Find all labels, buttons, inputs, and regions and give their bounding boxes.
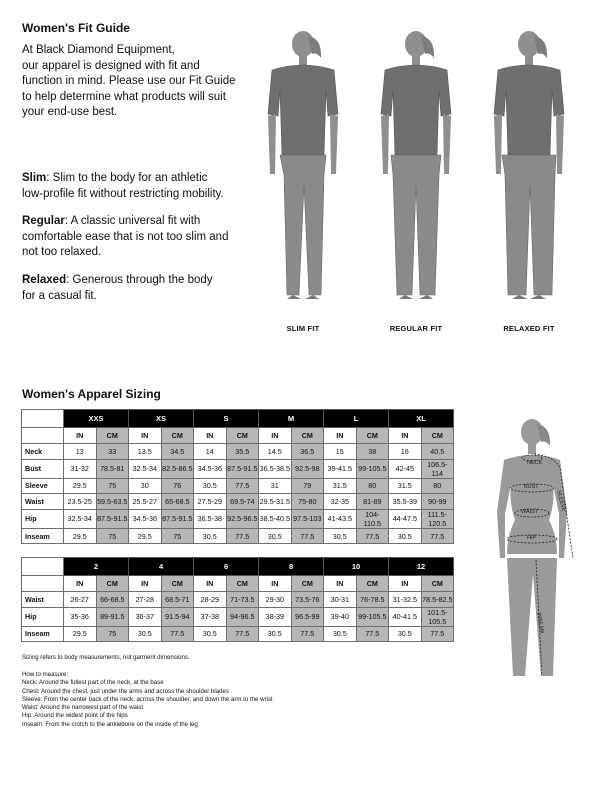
cell-cm: 90-99 <box>421 494 454 510</box>
unit-in-header: IN <box>64 576 97 592</box>
units-corner <box>22 428 64 444</box>
unit-in-header: IN <box>259 428 292 444</box>
size-header: 4 <box>129 558 194 576</box>
cell-in: 30.5 <box>259 528 292 544</box>
cell-in: 26-27 <box>64 592 97 608</box>
table-row <box>22 509 454 528</box>
cell-in: 30.5 <box>129 626 162 642</box>
cell-cm: 87.5-91.5 <box>161 509 194 528</box>
cell-cm: 77.5 <box>291 626 324 642</box>
cell-cm: 77.5 <box>226 478 259 494</box>
row-label: Bust <box>22 459 64 478</box>
cell-cm: 91.5-94 <box>161 607 194 626</box>
cell-cm: 33 <box>96 444 129 460</box>
cell-cm: 78.5-82.5 <box>421 592 454 608</box>
cell-in: 41-43.5 <box>324 509 357 528</box>
cell-cm: 111.5-120.5 <box>421 509 454 528</box>
cell-cm: 40.5 <box>421 444 454 460</box>
fit-relaxed-description: Relaxed: Generous through the body for a casual fit. <box>22 274 213 302</box>
row-label: Hip <box>22 509 64 528</box>
size-header: 6 <box>194 558 259 576</box>
measure-line: Neck: Around the fullest part of the neck, at the base <box>22 679 164 687</box>
sizing-note: Sizing refers to body measurements, not garment dimensions. <box>22 654 190 661</box>
cell-in: 23.5-25 <box>64 494 97 510</box>
cell-in: 29.5 <box>129 528 162 544</box>
measurement-figure <box>482 408 592 688</box>
table-row <box>22 478 454 494</box>
cell-in: 35-36 <box>64 607 97 626</box>
cell-in: 34.5-36 <box>194 459 227 478</box>
size-header: 2 <box>64 558 129 576</box>
fit-name: Relaxed <box>22 274 67 286</box>
unit-cm-header: CM <box>291 428 324 444</box>
cell-in: 14.5 <box>259 444 292 460</box>
cell-cm: 77.5 <box>291 528 324 544</box>
cell-cm: 94-96.5 <box>226 607 259 626</box>
cell-cm: 80 <box>421 478 454 494</box>
measure-line: Chest: Around the chest, just under the arms and across the shoulder blades <box>22 687 229 695</box>
cell-cm: 96.5-99 <box>291 607 324 626</box>
table-row <box>22 494 454 510</box>
cell-in: 36.5-38.5 <box>259 459 292 478</box>
cell-cm: 82.5-86.5 <box>161 459 194 478</box>
size-header: XS <box>129 410 194 428</box>
cell-in: 27.5-29 <box>194 494 227 510</box>
measure-line: Waist: Around the narrowest part of the waist <box>22 704 144 712</box>
unit-in-header: IN <box>259 576 292 592</box>
cell-cm: 75-80 <box>291 494 324 510</box>
bust-measure-label: BUST <box>524 484 539 490</box>
row-label: Hip <box>22 607 64 626</box>
relaxed-fit-figure <box>494 31 564 299</box>
cell-cm: 38 <box>356 444 389 460</box>
size-header: S <box>194 410 259 428</box>
cell-cm: 87.5-91.5 <box>96 509 129 528</box>
size-header: 12 <box>389 558 454 576</box>
fit-regular-description: Regular: A classic universal fit with comfortable ease that is not too slim and not too relaxed. <box>22 215 229 258</box>
fit-guide-intro <box>22 43 257 121</box>
waist-measure-label: WAIST <box>521 509 539 515</box>
row-label: Inseam <box>22 626 64 642</box>
cell-cm: 77.5 <box>421 528 454 544</box>
table-corner <box>22 558 64 576</box>
intro-line: our apparel is designed with fit and <box>22 59 200 72</box>
size-header: XL <box>389 410 454 428</box>
unit-in-header: IN <box>64 428 97 444</box>
units-corner <box>22 576 64 592</box>
unit-in-header: IN <box>389 428 422 444</box>
unit-in-header: IN <box>194 428 227 444</box>
cell-in: 30.5 <box>194 478 227 494</box>
row-label: Neck <box>22 444 64 460</box>
cell-in: 32.5-34 <box>64 509 97 528</box>
cell-in: 29-30 <box>259 592 292 608</box>
unit-in-header: IN <box>324 576 357 592</box>
cell-cm: 66-68.5 <box>96 592 129 608</box>
cell-in: 27-28 <box>129 592 162 608</box>
table-row <box>22 626 454 642</box>
table-row <box>22 528 454 544</box>
table-row <box>22 607 454 626</box>
cell-cm: 71-73.5 <box>226 592 259 608</box>
unit-in-header: IN <box>129 428 162 444</box>
cell-cm: 65-68.5 <box>161 494 194 510</box>
intro-line: function in mind. Please use our Fit Guide <box>22 75 236 87</box>
intro-line: your end-use best. <box>22 106 118 118</box>
cell-in: 30.5 <box>389 528 422 544</box>
intro-line: At Black Diamond Equipment, <box>22 44 175 56</box>
fit-guide-title: Women's Fit Guide <box>22 21 130 35</box>
cell-in: 34.5-36 <box>129 509 162 528</box>
cell-in: 31.5 <box>324 478 357 494</box>
fit-name: Regular <box>22 215 65 227</box>
cell-cm: 35.5 <box>226 444 259 460</box>
cell-in: 14 <box>194 444 227 460</box>
cell-cm: 77.5 <box>226 528 259 544</box>
how-to-measure <box>22 671 273 729</box>
intro-line: to help determine what products will suit <box>22 90 226 103</box>
cell-cm: 75 <box>96 528 129 544</box>
fit-name: Slim <box>22 172 47 184</box>
cell-in: 37-38 <box>194 607 227 626</box>
measure-line: Sleeve: From the center back of the neck, across the shoulder, and down the arm to the wrist <box>22 695 273 703</box>
cell-in: 30-31 <box>324 592 357 608</box>
unit-in-header: IN <box>194 576 227 592</box>
unit-cm-header: CM <box>161 576 194 592</box>
size-header: M <box>259 410 324 428</box>
cell-in: 30.5 <box>194 528 227 544</box>
cell-in: 40-41.5 <box>389 607 422 626</box>
row-label: Waist <box>22 494 64 510</box>
cell-in: 30.5 <box>324 626 357 642</box>
neck-measure-label: NECK <box>527 460 543 466</box>
cell-cm: 79 <box>291 478 324 494</box>
cell-in: 44-47.5 <box>389 509 422 528</box>
cell-in: 39-40 <box>324 607 357 626</box>
cell-cm: 75 <box>96 626 129 642</box>
cell-cm: 92.5-98 <box>291 459 324 478</box>
measure-line: Hip: Around the widest point of the hips <box>22 712 128 720</box>
row-label: Waist <box>22 592 64 608</box>
cell-in: 29.5 <box>64 528 97 544</box>
cell-cm: 77.5 <box>421 626 454 642</box>
cell-cm: 89-91.5 <box>96 607 129 626</box>
cell-cm: 99-105.5 <box>356 459 389 478</box>
unit-in-header: IN <box>389 576 422 592</box>
row-label: Inseam <box>22 528 64 544</box>
cell-in: 38-39 <box>259 607 292 626</box>
cell-cm: 77.5 <box>226 626 259 642</box>
cell-in: 38.5-40.5 <box>259 509 292 528</box>
cell-cm: 73.5-76 <box>291 592 324 608</box>
cell-cm: 78.5-81 <box>96 459 129 478</box>
cell-in: 36-37 <box>129 607 162 626</box>
unit-in-header: IN <box>129 576 162 592</box>
unit-cm-header: CM <box>96 428 129 444</box>
cell-cm: 75 <box>96 478 129 494</box>
cell-cm: 36.5 <box>291 444 324 460</box>
cell-cm: 69.5-74 <box>226 494 259 510</box>
size-header: 10 <box>324 558 389 576</box>
size-header: XXS <box>64 410 129 428</box>
cell-cm: 81-89 <box>356 494 389 510</box>
fit-slim-description: Slim: Slim to the body for an athletic low-profile fit without restricting mobility. <box>22 172 224 200</box>
cell-cm: 99-105.5 <box>356 607 389 626</box>
sizing-table-numeric <box>21 557 454 642</box>
cell-cm: 87.5-91.5 <box>226 459 259 478</box>
row-label: Sleeve <box>22 478 64 494</box>
cell-cm: 75 <box>161 528 194 544</box>
unit-in-header: IN <box>324 428 357 444</box>
cell-in: 30.5 <box>324 528 357 544</box>
size-header: L <box>324 410 389 428</box>
cell-in: 13.5 <box>129 444 162 460</box>
cell-cm: 77.5 <box>356 528 389 544</box>
cell-in: 35.5-39 <box>389 494 422 510</box>
cell-cm: 92.5-96.5 <box>226 509 259 528</box>
cell-in: 30.5 <box>194 626 227 642</box>
slim-fit-figure <box>268 31 338 299</box>
unit-cm-header: CM <box>421 428 454 444</box>
unit-cm-header: CM <box>291 576 324 592</box>
cell-in: 13 <box>64 444 97 460</box>
cell-cm: 80 <box>356 478 389 494</box>
cell-in: 31-32.5 <box>389 592 422 608</box>
regular-fit-figure <box>381 31 451 299</box>
apparel-sizing-title: Women's Apparel Sizing <box>22 387 161 401</box>
cell-cm: 77.5 <box>161 626 194 642</box>
cell-in: 32-35 <box>324 494 357 510</box>
table-corner <box>22 410 64 428</box>
cell-cm: 104-110.5 <box>356 509 389 528</box>
unit-cm-header: CM <box>421 576 454 592</box>
cell-in: 28-29 <box>194 592 227 608</box>
cell-cm: 59.5-63.5 <box>96 494 129 510</box>
cell-cm: 97.5-103 <box>291 509 324 528</box>
cell-in: 29.5 <box>64 478 97 494</box>
cell-in: 39-41.5 <box>324 459 357 478</box>
measure-line: How to measure: <box>22 671 69 678</box>
cell-in: 30.5 <box>259 626 292 642</box>
cell-in: 29.5 <box>64 626 97 642</box>
unit-cm-header: CM <box>226 576 259 592</box>
cell-in: 30.5 <box>389 626 422 642</box>
inseam-measure-label: INSEAM <box>535 612 545 634</box>
cell-in: 32.5-34 <box>129 459 162 478</box>
relaxed-fit-label: RELAXED FIT <box>503 324 555 333</box>
cell-cm: 76-78.5 <box>356 592 389 608</box>
cell-cm: 68.5-71 <box>161 592 194 608</box>
cell-in: 42-45 <box>389 459 422 478</box>
table-row <box>22 459 454 478</box>
unit-cm-header: CM <box>96 576 129 592</box>
cell-cm: 76 <box>161 478 194 494</box>
table-row <box>22 444 454 460</box>
cell-in: 31-32 <box>64 459 97 478</box>
cell-cm: 101.5-105.5 <box>421 607 454 626</box>
cell-in: 29.5-31.5 <box>259 494 292 510</box>
fit-figures-illustration <box>258 20 598 350</box>
measure-line: Inseam: From the crotch to the anklebone on the inside of the leg <box>22 720 198 728</box>
cell-in: 30 <box>129 478 162 494</box>
cell-cm: 77.5 <box>356 626 389 642</box>
cell-cm: 106.5-114 <box>421 459 454 478</box>
cell-in: 31.5 <box>389 478 422 494</box>
table-row <box>22 592 454 608</box>
regular-fit-label: REGULAR FIT <box>389 324 443 333</box>
unit-cm-header: CM <box>356 428 389 444</box>
cell-in: 16 <box>389 444 422 460</box>
cell-in: 36.5-38 <box>194 509 227 528</box>
cell-cm: 34.5 <box>161 444 194 460</box>
cell-in: 25.5-27 <box>129 494 162 510</box>
hip-measure-label: HIP <box>527 535 537 541</box>
cell-in: 31 <box>259 478 292 494</box>
cell-in: 15 <box>324 444 357 460</box>
size-header: 8 <box>259 558 324 576</box>
unit-cm-header: CM <box>356 576 389 592</box>
unit-cm-header: CM <box>226 428 259 444</box>
slim-fit-label: SLIM FIT <box>286 324 320 333</box>
sizing-table-alpha <box>21 409 454 544</box>
unit-cm-header: CM <box>161 428 194 444</box>
sleeve-measure-label: SLEEVE <box>555 490 567 513</box>
